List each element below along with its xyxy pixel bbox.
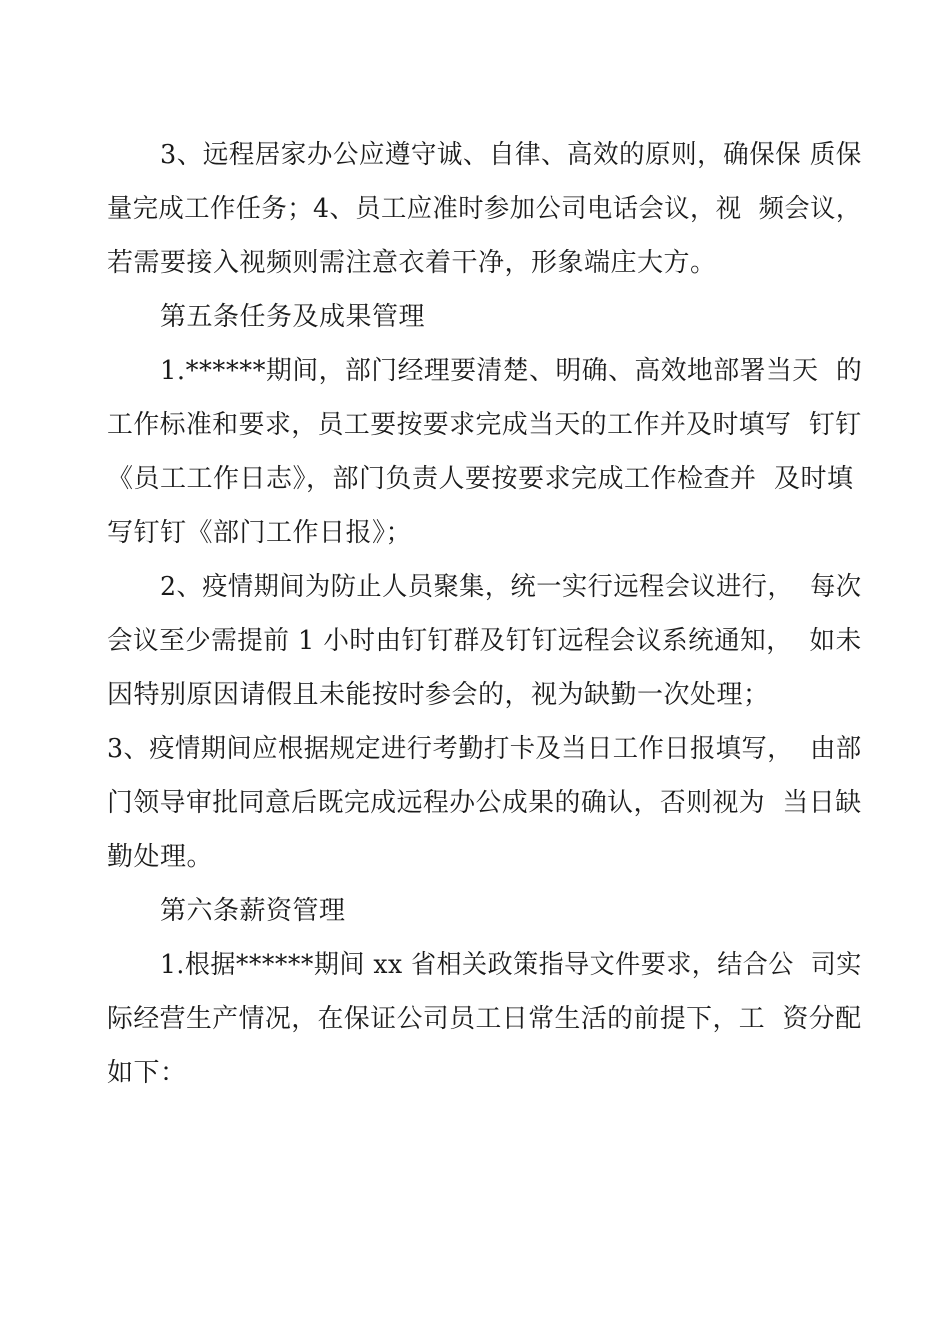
section-heading: 第六条薪资管理 [160, 896, 346, 926]
paragraph-line: 《员工工作日志》，部门负责人要按要求完成工作检查并 及时填 [107, 464, 854, 494]
paragraph-line: 量完成工作任务；4、员工应准时参加公司电话会议，视 频会议， [107, 194, 862, 224]
paragraph-line: 3、远程居家办公应遵守诚、自律、高效的原则，确保保 质保 [160, 140, 862, 170]
paragraph-line: 2、疫情期间为防止人员聚集，统一实行远程会议进行， 每次 [160, 572, 862, 602]
paragraph-line: 际经营生产情况，在保证公司员工日常生活的前提下，工 资分配 [107, 1004, 862, 1034]
section-heading: 第五条任务及成果管理 [160, 302, 426, 332]
paragraph-line: 3、疫情期间应根据规定进行考勤打卡及当日工作日报填写， 由部 [107, 734, 862, 764]
paragraph-line: 1.根据******期间 xx 省相关政策指导文件要求，结合公 司实 [160, 950, 862, 980]
paragraph-line: 门领导审批同意后既完成远程办公成果的确认，否则视为 当日缺 [107, 788, 862, 818]
paragraph-line: 1.******期间，部门经理要清楚、明确、高效地部署当天 的 [160, 356, 863, 386]
paragraph-line: 写钉钉《部门工作日报》； [107, 518, 413, 548]
paragraph-line: 如下： [107, 1058, 187, 1088]
paragraph-line: 若需要接入视频则需注意衣着干净，形象端庄大方。 [107, 248, 717, 278]
paragraph-line: 会议至少需提前 1 小时由钉钉群及钉钉远程会议系统通知， 如未 [107, 626, 862, 656]
paragraph-line: 工作标准和要求，员工要按要求完成当天的工作并及时填写 钉钉 [107, 410, 862, 440]
paragraph-line: 因特别原因请假且未能按时参会的，视为缺勤一次处理； [107, 680, 770, 710]
paragraph-line: 勤处理。 [107, 842, 214, 872]
